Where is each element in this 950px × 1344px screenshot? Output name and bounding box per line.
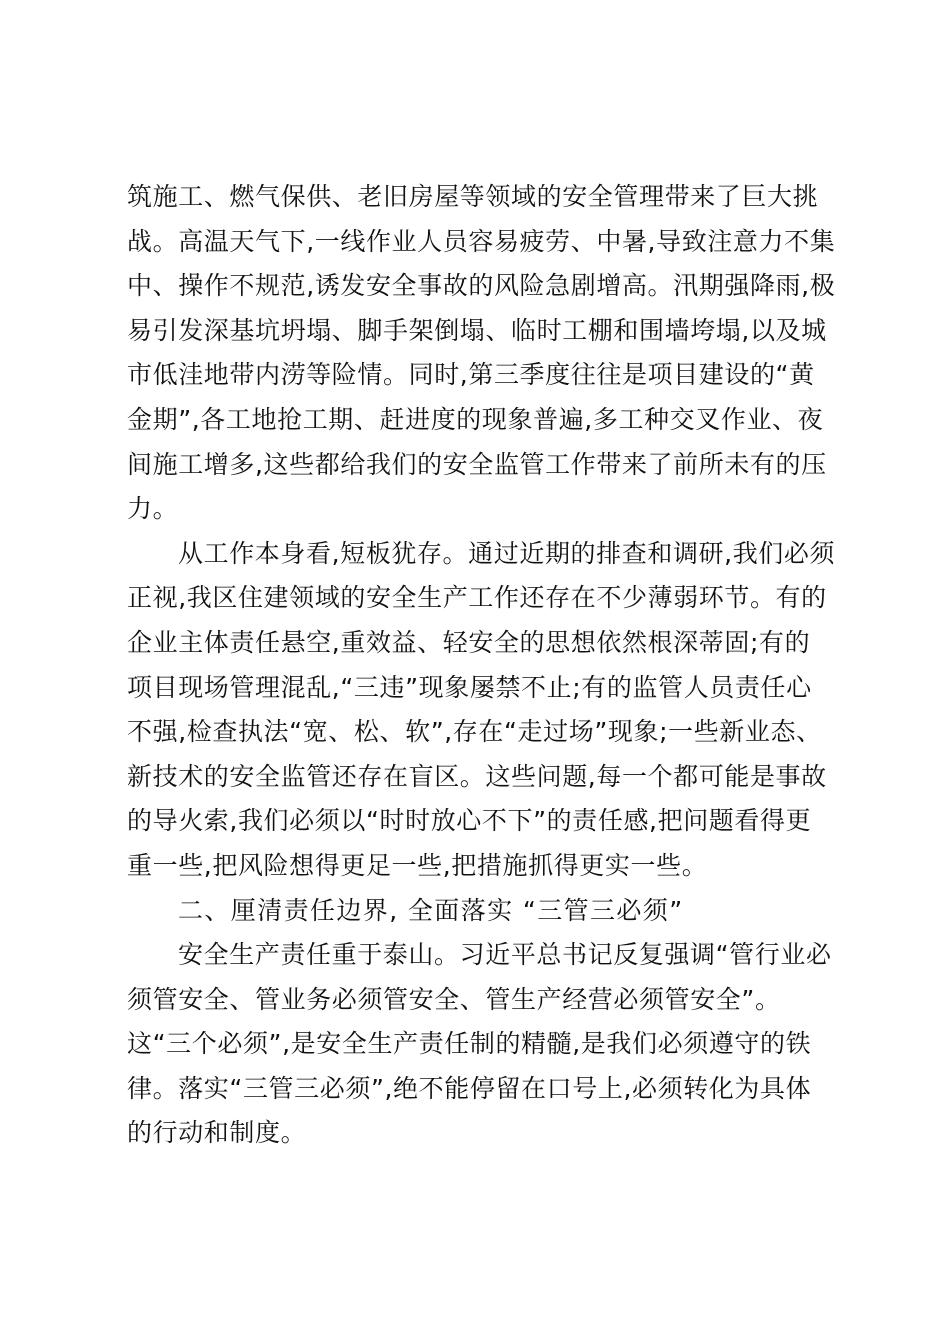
text-line: 易引发深基坑坍塌、脚手架倒塌、临时工棚和围墙垮塌,以及城 [127, 315, 827, 345]
text-line: 力。 [127, 494, 179, 524]
text-line: 企业主体责任悬空,重效益、轻安全的思想依然根深蒂固;有的 [127, 627, 811, 657]
paragraph-shortcomings [127, 532, 837, 889]
text-line: 战。高温天气下,一线作业人员容易疲劳、中暑,导致注意力不集 [127, 226, 836, 256]
text-line: 须管安全、管业务必须管安全、管生产经营必须管安全”。 [127, 984, 781, 1014]
text-line: 中、操作不规范,诱发安全事故的风险急剧增高。汛期强降雨,极 [127, 271, 836, 301]
text-line: 金期”,各工地抢工期、赶进度的现象普遍,多工种交叉作业、夜 [127, 404, 824, 434]
text-line: 重一些,把风险想得更足一些,把措施抓得更实一些。 [127, 850, 708, 880]
text-line: 律。落实“三管三必须”,绝不能停留在口号上,必须转化为具体 [127, 1073, 812, 1103]
text-line: 这“三个必须”,是安全生产责任制的精髓,是我们必须遵守的铁 [127, 1029, 812, 1059]
text-line: 从工作本身看,短板犹存。通过近期的排查和调研,我们必须 [178, 538, 836, 568]
paragraph-responsibility [127, 933, 837, 1156]
text-line: 间施工增多,这些都给我们的安全监管工作带来了前所未有的压 [127, 449, 827, 479]
text-line: 的导火索,我们必须以“时时放心不下”的责任感,把问题看得更 [127, 806, 812, 836]
document-page [127, 175, 837, 1156]
text-line: 安全生产责任重于泰山。习近平总书记反复强调“管行业必 [178, 940, 832, 970]
text-line: 不强,检查执法“宽、松、软”,存在“走过场”现象;一些新业态、 [127, 717, 822, 747]
section-heading [127, 889, 837, 934]
text-line: 筑施工、燃气保供、老旧房屋等领域的安全管理带来了巨大挑 [127, 182, 819, 211]
section-heading-text: 二、厘清责任边界, 全面落实 “三管三必须” [178, 895, 684, 925]
text-line: 市低洼地带内涝等险情。同时,第三季度往往是项目建设的“黄 [127, 360, 815, 390]
text-line: 新技术的安全监管还存在盲区。这些问题,每一个都可能是事故 [127, 761, 827, 791]
text-line: 正视,我区住建领域的安全生产工作还存在不少薄弱环节。有的 [127, 583, 827, 613]
text-line: 的行动和制度。 [127, 1118, 307, 1148]
text-line: 项目现场管理混乱,“三违”现象屡禁不止;有的监管人员责任心 [127, 672, 812, 702]
paragraph-continuation [127, 175, 837, 532]
